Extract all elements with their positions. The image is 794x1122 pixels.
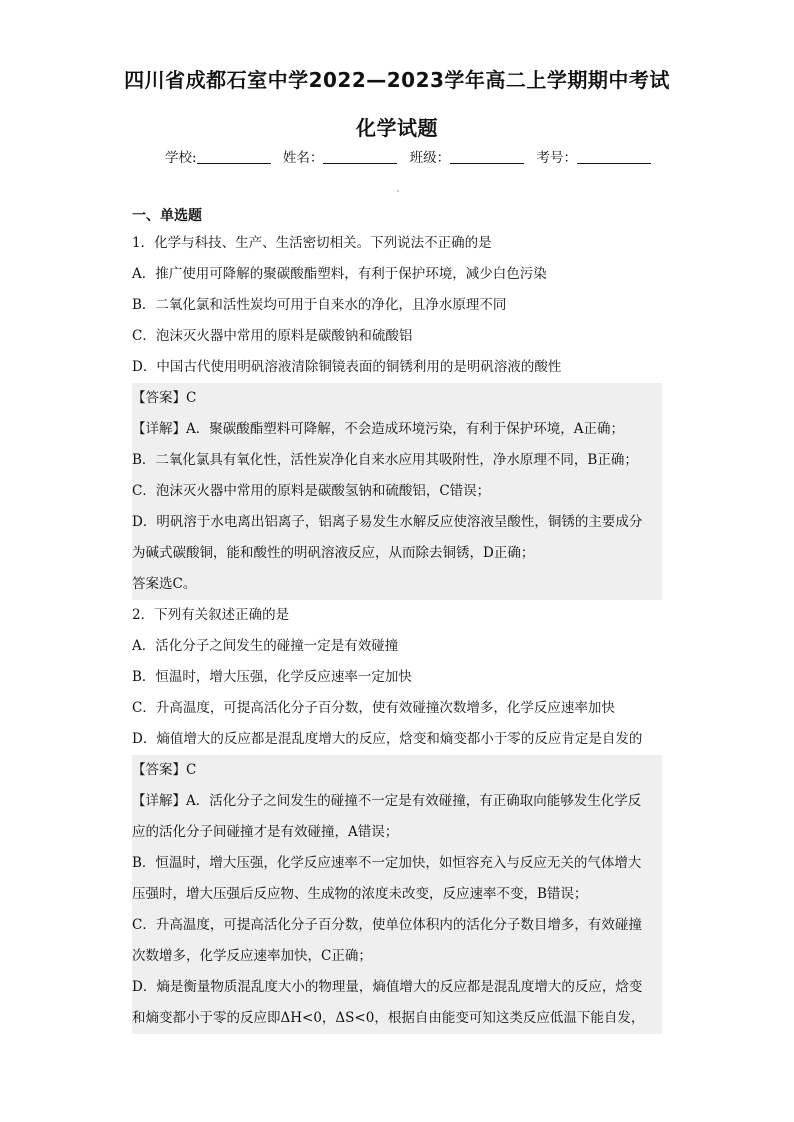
- question-1: [132, 228, 662, 600]
- answer-value: C: [186, 390, 197, 406]
- school-label: 学校:: [165, 150, 197, 166]
- student-info-row: [165, 146, 659, 166]
- detail-line: C．泡沫灭火器中常用的原料是碳酸氢钠和硫酸铝，C错误；: [132, 483, 491, 499]
- detail-text: A．聚碳酸酯塑料可降解，不会造成环境污染，有利于保护环境，A正确；: [186, 421, 624, 437]
- name-label: 姓名：: [282, 150, 324, 166]
- option-c: C．泡沫灭火器中常用的原料是碳酸钠和硫酸铝: [132, 328, 413, 344]
- detail-line: 答案选C。: [132, 576, 197, 592]
- name-blank: [323, 149, 397, 164]
- question-stem: 1．化学与科技、生产、生活密切相关。下列说法不正确的是: [132, 235, 492, 251]
- option-b: B．恒温时，增大压强，化学反应速率一定加快: [132, 669, 412, 685]
- detail-line: B．恒温时，增大压强，化学反应速率不一定加快，如恒容充入与反应无关的气体增大: [132, 855, 642, 871]
- option-a: A．活化分子之间发生的碰撞一定是有效碰撞: [132, 638, 399, 654]
- class-blank: [450, 149, 524, 164]
- option-c: C．升高温度，可提高活化分子百分数，使有效碰撞次数增多，化学反应速率加快: [132, 700, 615, 716]
- answer-line: [132, 383, 662, 414]
- question-stem: 2．下列有关叙述正确的是: [132, 607, 290, 623]
- detail-line: C．升高温度，可提高活化分子百分数，使单位体积内的活化分子数目增多，有效碰撞: [132, 917, 642, 933]
- decorative-dot: [397, 190, 399, 192]
- answer-tag: 【答案】: [132, 762, 186, 778]
- detail-line: 压强时，增大压强后反应物、生成物的浓度未改变，反应速率不变，B错误；: [132, 886, 588, 902]
- detail-line: [132, 786, 662, 817]
- exam-no-label: 考号：: [536, 150, 577, 166]
- detail-line: [132, 414, 662, 445]
- detail-line: D．熵是衡量物质混乱度大小的物理量，熵值增大的反应都是混乱度增大的反应，焓变: [132, 979, 643, 995]
- option-d: D．中国古代使用明矾溶液清除铜镜表面的铜锈利用的是明矾溶液的酸性: [132, 359, 562, 375]
- answer-value: C: [186, 762, 197, 778]
- detail-tag: 【详解】: [132, 421, 186, 437]
- detail-line: 次数增多，化学反应速率加快，C正确；: [132, 948, 372, 964]
- detail-line: D．明矾溶于水电离出铝离子，铝离子易发生水解反应使溶液呈酸性，铜锈的主要成分: [132, 514, 643, 530]
- section-title: 一、单选题: [132, 208, 202, 224]
- class-label: 班级：: [409, 150, 451, 166]
- school-blank: [197, 149, 271, 164]
- exam-subtitle: 化学试题: [356, 116, 438, 140]
- detail-tag: 【详解】: [132, 793, 186, 809]
- answer-tag: 【答案】: [132, 390, 186, 406]
- option-a: A．推广使用可降解的聚碳酸酯塑料，有利于保护环境，减少白色污染: [132, 266, 547, 282]
- question-2: [132, 600, 662, 1034]
- answer-line: [132, 755, 662, 786]
- exam-no-blank: [577, 149, 651, 164]
- answer-block: [132, 755, 662, 1034]
- answer-block: [132, 383, 662, 600]
- detail-line: 为碱式碳酸铜，能和酸性的明矾溶液反应，从而除去铜锈，D正确；: [132, 545, 535, 561]
- detail-text: A．活化分子之间发生的碰撞不一定是有效碰撞，有正确取向能够发生化学反: [186, 793, 642, 809]
- detail-line: 和熵变都小于零的反应即ΔH<0，ΔS<0，根据自由能变可知这类反应低温下能自发，: [132, 1010, 645, 1026]
- option-b: B．二氧化氯和活性炭均可用于自来水的净化，且净水原理不同: [132, 297, 507, 313]
- exam-title: 四川省成都石室中学2022—2023学年高二上学期期中考试: [124, 68, 670, 92]
- exam-content: [132, 204, 662, 1034]
- detail-line: B．二氧化氯具有氧化性，活性炭净化自来水应用其吸附性，净水原理不同，B正确；: [132, 452, 638, 468]
- option-d: D．熵值增大的反应都是混乱度增大的反应，焓变和熵变都小于零的反应肯定是自发的: [132, 731, 643, 747]
- detail-line: 应的活化分子间碰撞才是有效碰撞，A错误；: [132, 824, 399, 840]
